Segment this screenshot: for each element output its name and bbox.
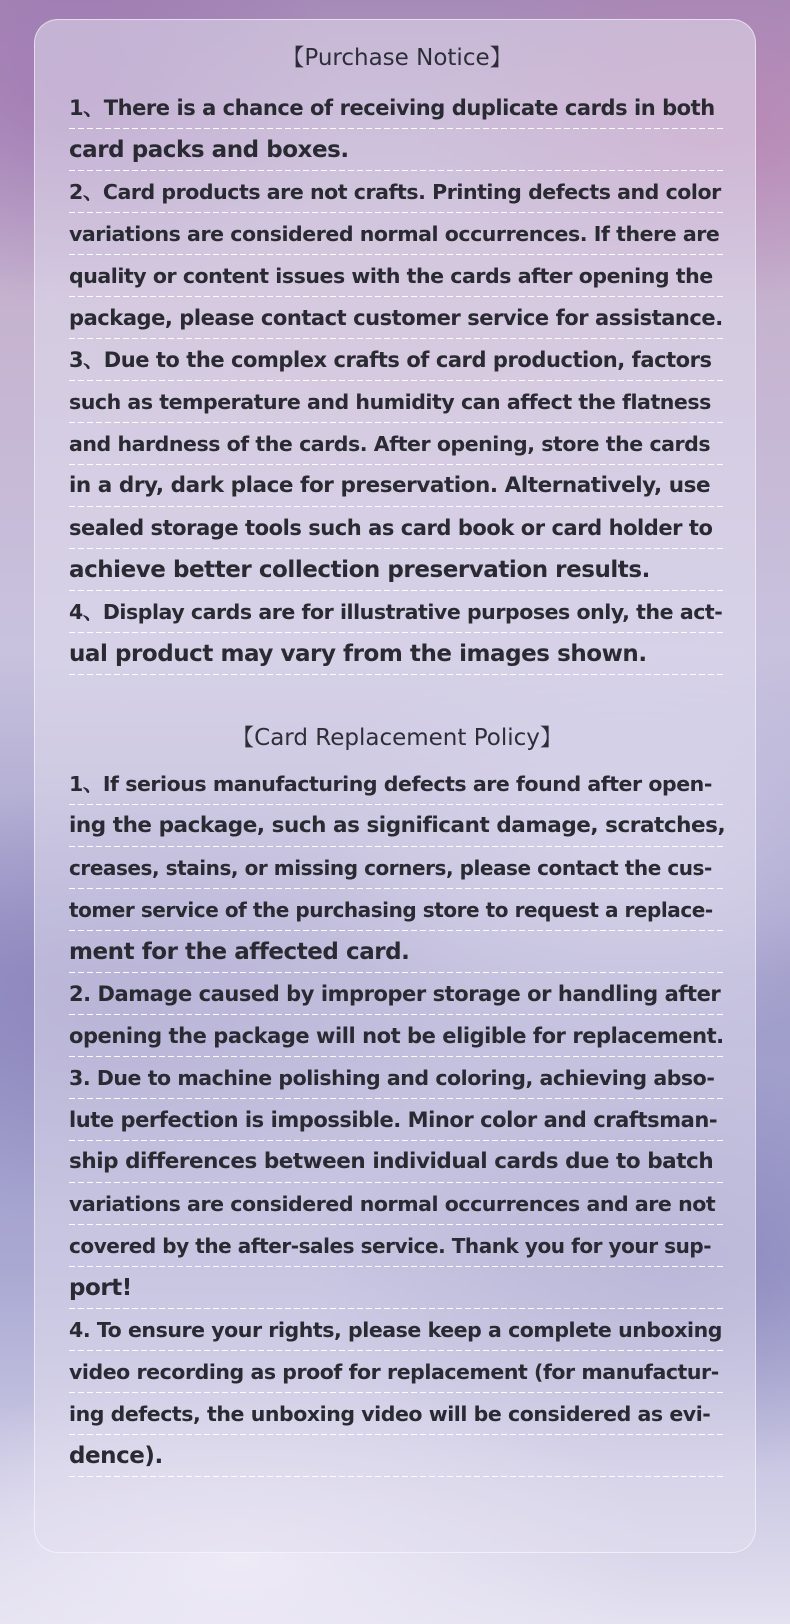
text-line: tomer service of the purchasing store to request a replace- xyxy=(69,889,725,931)
text-line: ment for the affected card. xyxy=(69,931,725,973)
replacement-policy-text xyxy=(69,763,725,1477)
text-line: ship differences between individual cards due to batch xyxy=(69,1141,725,1183)
text-line: port! xyxy=(69,1267,725,1309)
replacement-policy-title: 【Card Replacement Policy】 xyxy=(231,725,563,751)
text-line: such as temperature and humidity can affect the flatness xyxy=(69,381,725,423)
text-line: 3、Due to the complex crafts of card production, factors xyxy=(69,339,725,381)
text-line: in a dry, dark place for preservation. Alternatively, use xyxy=(69,465,725,507)
purchase-notice-text xyxy=(69,87,725,675)
text-line: sealed storage tools such as card book or card holder to xyxy=(69,507,725,549)
text-line: variations are considered normal occurrences and are not xyxy=(69,1183,725,1225)
text-line: achieve better collection preservation results. xyxy=(69,549,725,591)
text-line: 4、Display cards are for illustrative purposes only, the act- xyxy=(69,591,725,633)
text-line: package, please contact customer service for assistance. xyxy=(69,297,725,339)
text-line: and hardness of the cards. After opening, store the cards xyxy=(69,423,725,465)
text-line: ing defects, the unboxing video will be considered as evi- xyxy=(69,1393,725,1435)
text-line: variations are considered normal occurrences. If there are xyxy=(69,213,725,255)
purchase-notice-title: 【Purchase Notice】 xyxy=(281,45,513,71)
text-line: lute perfection is impossible. Minor color and craftsman- xyxy=(69,1099,725,1141)
text-line: covered by the after-sales service. Thank you for your sup- xyxy=(69,1225,725,1267)
text-line: video recording as proof for replacement (for manufactur- xyxy=(69,1351,725,1393)
text-line: 2. Damage caused by improper storage or handling after xyxy=(69,973,725,1015)
text-line: ing the package, such as significant damage, scratches, xyxy=(69,805,725,847)
text-line: opening the package will not be eligible for replacement. xyxy=(69,1015,725,1057)
text-line: ual product may vary from the images shown. xyxy=(69,633,725,675)
text-line: 1、If serious manufacturing defects are found after open- xyxy=(69,763,725,805)
text-line: 2、Card products are not crafts. Printing defects and color xyxy=(69,171,725,213)
text-line: 3. Due to machine polishing and coloring, achieving abso- xyxy=(69,1057,725,1099)
text-line: dence). xyxy=(69,1435,725,1477)
text-line: creases, stains, or missing corners, please contact the cus- xyxy=(69,847,725,889)
notice-panel xyxy=(34,19,756,1553)
text-line: card packs and boxes. xyxy=(69,129,725,171)
text-line: quality or content issues with the cards after opening the xyxy=(69,255,725,297)
text-line: 1、There is a chance of receiving duplicate cards in both xyxy=(69,87,725,129)
text-line: 4. To ensure your rights, please keep a complete unboxing xyxy=(69,1309,725,1351)
